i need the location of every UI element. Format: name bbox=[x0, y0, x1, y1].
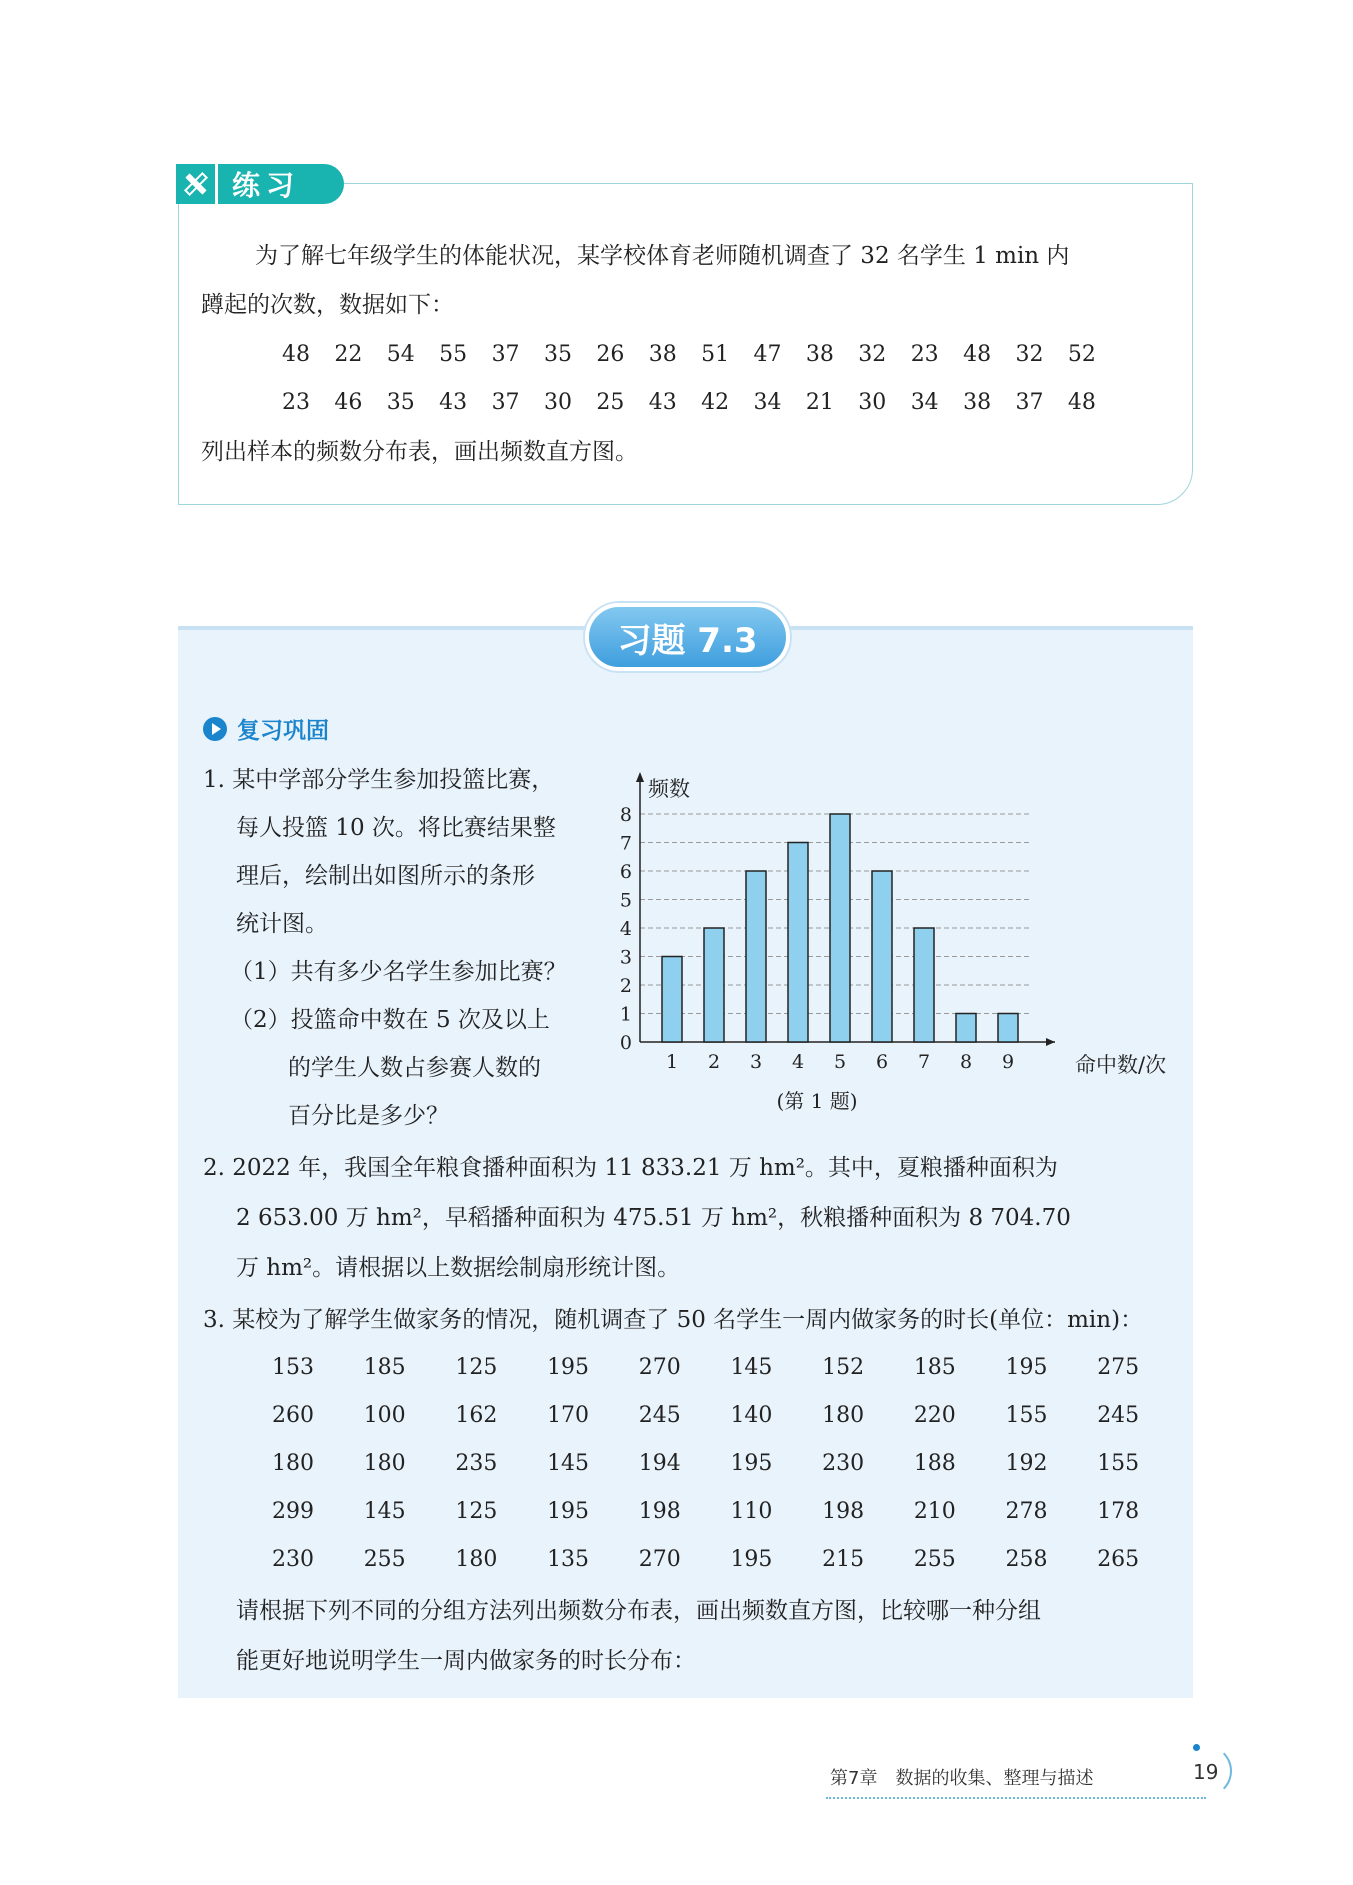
practice-data-value: 30 bbox=[543, 390, 572, 415]
practice-data-value: 23 bbox=[282, 390, 310, 415]
x-tick-label: 4 bbox=[791, 1051, 805, 1073]
q3-data-value: 198 bbox=[822, 1499, 865, 1524]
y-axis-title: 频数 bbox=[648, 777, 690, 801]
q3-data-row-5 bbox=[272, 1547, 1189, 1572]
q1-sub-2-line-1: （2）投篮命中数在 5 次及以上 bbox=[230, 1007, 550, 1033]
q3-data-value: 220 bbox=[913, 1403, 956, 1428]
x-tick-label: 8 bbox=[959, 1051, 973, 1073]
practice-data-value: 37 bbox=[1015, 390, 1044, 415]
q3-data-value: 210 bbox=[913, 1499, 956, 1524]
practice-intro-line2: 蹲起的次数，数据如下： bbox=[201, 292, 454, 318]
x-tick-label: 1 bbox=[665, 1051, 679, 1073]
x-tick-label: 3 bbox=[749, 1051, 763, 1073]
q3-data-value: 185 bbox=[363, 1355, 406, 1380]
q3-data-value: 235 bbox=[455, 1451, 498, 1476]
footer-arc bbox=[1180, 1745, 1232, 1797]
bar bbox=[746, 871, 766, 1042]
y-tick-label: 7 bbox=[619, 832, 632, 855]
ruler-pencil-icon bbox=[176, 164, 218, 204]
practice-data-value: 55 bbox=[439, 342, 468, 367]
practice-data-value: 52 bbox=[1067, 342, 1096, 367]
x-tick-label: 7 bbox=[917, 1051, 931, 1073]
practice-data-value: 32 bbox=[1015, 342, 1044, 367]
q3-data-value: 180 bbox=[272, 1451, 314, 1476]
x-tick-label: 6 bbox=[875, 1051, 889, 1073]
footer-rule bbox=[826, 1797, 1206, 1799]
q3-data-value: 178 bbox=[1097, 1499, 1140, 1524]
page-number: 19 bbox=[1193, 1760, 1219, 1784]
bar bbox=[662, 957, 682, 1043]
chart-caption: (第 1 题) bbox=[776, 1089, 858, 1113]
q2-line-1: 2. 2022 年，我国全年粮食播种面积为 11 833.21 万 hm²。其中，夏粮播种面积为 bbox=[203, 1155, 1058, 1181]
q3-data-value: 155 bbox=[1005, 1403, 1048, 1428]
q3-data-value: 275 bbox=[1097, 1355, 1140, 1380]
x-axis-title: 命中数/次 bbox=[1075, 1053, 1167, 1077]
bar bbox=[830, 814, 850, 1042]
q3-data-value: 145 bbox=[363, 1499, 406, 1524]
bar bbox=[872, 871, 892, 1042]
practice-data-value: 38 bbox=[963, 390, 992, 415]
practice-data-row-2 bbox=[282, 390, 1120, 415]
q3-data-value: 255 bbox=[913, 1547, 956, 1572]
x-tick-label: 2 bbox=[707, 1051, 721, 1073]
q3-data-value: 245 bbox=[1097, 1403, 1140, 1428]
y-tick-label: 1 bbox=[619, 1003, 632, 1026]
q3-data-value: 198 bbox=[638, 1499, 681, 1524]
q1-line-2: 每人投篮 10 次。将比赛结果整 bbox=[236, 815, 556, 841]
q3-data-value: 152 bbox=[822, 1355, 865, 1380]
practice-data-value: 22 bbox=[334, 342, 363, 367]
bar bbox=[914, 928, 934, 1042]
q3-data-value: 258 bbox=[1005, 1547, 1048, 1572]
q2-line-2: 2 653.00 万 hm²，早稻播种面积为 475.51 万 hm²，秋粮播种面积为 8 704.70 bbox=[236, 1205, 1071, 1231]
q3-data-value: 185 bbox=[913, 1355, 956, 1380]
y-axis-arrow bbox=[636, 772, 644, 782]
q3-data-value: 278 bbox=[1005, 1499, 1048, 1524]
q3-data-value: 110 bbox=[730, 1499, 773, 1524]
y-tick-label: 6 bbox=[619, 861, 632, 883]
q3-data-value: 215 bbox=[822, 1547, 865, 1572]
practice-data-value: 38 bbox=[648, 342, 677, 367]
footer-dot bbox=[1193, 1744, 1200, 1751]
q3-data-value: 188 bbox=[913, 1451, 956, 1476]
practice-data-value: 54 bbox=[386, 342, 415, 367]
q3-data-value: 195 bbox=[547, 1499, 590, 1524]
q3-data-value: 140 bbox=[730, 1403, 773, 1428]
q3-task-line-2: 能更好地说明学生一周内做家务的时长分布： bbox=[236, 1648, 696, 1674]
practice-data-row-1 bbox=[282, 342, 1120, 367]
practice-data-value: 25 bbox=[596, 390, 625, 415]
q3-data-value: 299 bbox=[272, 1499, 314, 1524]
q1-sub-2-line-3: 百分比是多少？ bbox=[288, 1103, 449, 1129]
play-icon bbox=[203, 717, 227, 741]
q3-data-value: 162 bbox=[455, 1403, 498, 1428]
practice-data-value: 51 bbox=[701, 342, 730, 367]
q3-data-row-3 bbox=[272, 1451, 1189, 1476]
practice-data-value: 48 bbox=[963, 342, 992, 367]
practice-data-value: 23 bbox=[910, 342, 939, 367]
q3-data-value: 195 bbox=[730, 1547, 773, 1572]
practice-data-value: 35 bbox=[543, 342, 572, 367]
q3-data-value: 170 bbox=[547, 1403, 590, 1428]
q1-sub-1: （1）共有多少名学生参加比赛？ bbox=[230, 959, 567, 985]
q3-data-row-4 bbox=[272, 1499, 1189, 1524]
y-tick-label: 4 bbox=[619, 918, 632, 940]
review-heading bbox=[203, 712, 329, 745]
practice-title: 练习 bbox=[232, 169, 301, 202]
bar-chart bbox=[610, 770, 1190, 1120]
q3-data-value: 255 bbox=[363, 1547, 406, 1572]
q3-data-value: 153 bbox=[272, 1355, 314, 1380]
practice-data-value: 35 bbox=[386, 390, 415, 415]
q3-data-value: 230 bbox=[822, 1451, 865, 1476]
practice-data-value: 30 bbox=[858, 390, 887, 415]
q3-data-value: 192 bbox=[1005, 1451, 1048, 1476]
practice-data-value: 47 bbox=[753, 342, 782, 367]
y-tick-label: 3 bbox=[619, 946, 632, 969]
q1-line-1: 1. 某中学部分学生参加投篮比赛， bbox=[203, 767, 555, 793]
practice-data-value: 46 bbox=[334, 390, 363, 415]
y-tick-label: 0 bbox=[619, 1032, 632, 1054]
q3-data-value: 155 bbox=[1097, 1451, 1140, 1476]
q1-sub-2-line-2: 的学生人数占参赛人数的 bbox=[288, 1055, 541, 1081]
y-tick-label: 8 bbox=[619, 804, 632, 826]
q3-data-value: 125 bbox=[455, 1355, 498, 1380]
bar bbox=[956, 1014, 976, 1043]
practice-data-value: 48 bbox=[1067, 390, 1096, 415]
x-tick-label: 5 bbox=[833, 1051, 847, 1073]
q3-data-value: 265 bbox=[1097, 1547, 1140, 1572]
q2-line-3: 万 hm²。请根据以上数据绘制扇形统计图。 bbox=[236, 1255, 681, 1281]
bar bbox=[998, 1014, 1018, 1043]
q3-data-value: 180 bbox=[363, 1451, 406, 1476]
q3-data-row-2 bbox=[272, 1403, 1189, 1428]
q3-data-value: 270 bbox=[638, 1355, 681, 1380]
practice-data-value: 26 bbox=[596, 342, 625, 367]
q1-line-3: 理后，绘制出如图所示的条形 bbox=[236, 863, 535, 889]
practice-data-value: 32 bbox=[858, 342, 887, 367]
q3-data-value: 135 bbox=[547, 1547, 590, 1572]
practice-data-value: 43 bbox=[648, 390, 677, 415]
q3-data-row-1 bbox=[272, 1355, 1189, 1380]
bar bbox=[788, 843, 808, 1043]
q3-data-value: 260 bbox=[272, 1403, 314, 1428]
y-tick-label: 2 bbox=[619, 975, 632, 997]
practice-data-value: 34 bbox=[753, 390, 782, 415]
q3-data-value: 180 bbox=[455, 1547, 498, 1572]
q3-data-value: 194 bbox=[638, 1451, 681, 1476]
bar bbox=[704, 928, 724, 1042]
x-axis-arrow bbox=[1046, 1038, 1055, 1046]
practice-data-value: 37 bbox=[491, 342, 520, 367]
q1-line-4: 统计图。 bbox=[236, 911, 328, 937]
practice-tab bbox=[176, 164, 344, 204]
practice-task: 列出样本的频数分布表，画出频数直方图。 bbox=[201, 439, 638, 465]
q3-task-line-1: 请根据下列不同的分组方法列出频数分布表，画出频数直方图，比较哪一种分组 bbox=[236, 1598, 1041, 1624]
q3-data-value: 195 bbox=[1005, 1355, 1048, 1380]
footer-chapter: 第7章 数据的收集、整理与描述 bbox=[830, 1768, 1094, 1789]
q3-line-1: 3. 某校为了解学生做家务的情况，随机调查了 50 名学生一周内做家务的时长(单位：min)： bbox=[203, 1307, 1144, 1333]
q3-data-value: 100 bbox=[363, 1403, 406, 1428]
q3-data-value: 145 bbox=[547, 1451, 590, 1476]
practice-data-value: 38 bbox=[805, 342, 834, 367]
y-tick-label: 5 bbox=[619, 889, 632, 912]
q3-data-value: 230 bbox=[272, 1547, 314, 1572]
q3-data-value: 145 bbox=[730, 1355, 773, 1380]
exercise-badge: 习题 7.3 bbox=[585, 603, 790, 671]
practice-data-value: 21 bbox=[805, 390, 834, 415]
q3-data-value: 195 bbox=[730, 1451, 773, 1476]
practice-data-value: 37 bbox=[491, 390, 520, 415]
practice-data-value: 43 bbox=[439, 390, 468, 415]
practice-data-value: 48 bbox=[282, 342, 310, 367]
practice-intro-line1: 为了解七年级学生的体能状况，某学校体育老师随机调查了 32 名学生 1 min 内 bbox=[255, 243, 1070, 269]
q3-data-value: 270 bbox=[638, 1547, 681, 1572]
practice-data-value: 34 bbox=[910, 390, 939, 415]
x-tick-label: 9 bbox=[1001, 1051, 1015, 1073]
review-title: 复习巩固 bbox=[237, 718, 329, 744]
q3-data-value: 180 bbox=[822, 1403, 865, 1428]
q3-data-value: 125 bbox=[455, 1499, 498, 1524]
q3-data-value: 195 bbox=[547, 1355, 590, 1380]
q3-data-value: 245 bbox=[638, 1403, 681, 1428]
practice-data-value: 42 bbox=[701, 390, 730, 415]
